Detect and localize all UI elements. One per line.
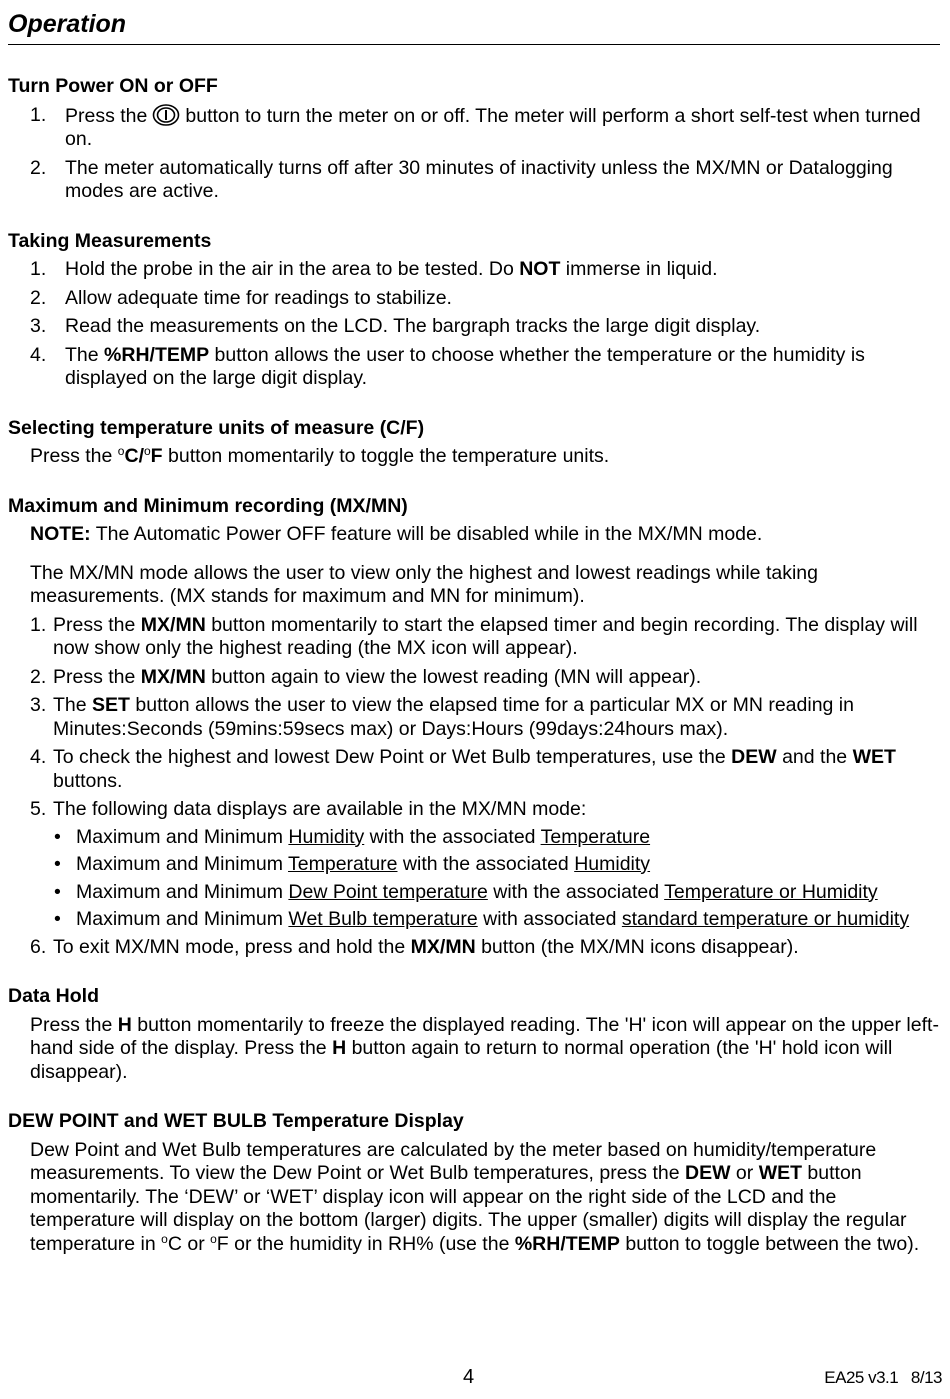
bullet-item: • Maximum and Minimum Temperature with the associated Humidity	[54, 853, 651, 875]
heading-hold: Data Hold	[8, 985, 100, 1007]
section-measurements	[8, 230, 940, 391]
bullet-item: • Maximum and Minimum Wet Bulb temperature with associated standard temperature or humidity	[54, 908, 910, 930]
power-list	[8, 104, 940, 204]
mxmn-list	[8, 614, 940, 822]
section-dew	[8, 1110, 940, 1256]
power-button-icon	[151, 104, 181, 126]
list-item: 2. Allow adequate time for readings to stabilize.	[30, 286, 452, 309]
heading-measurements: Taking Measurements	[8, 229, 212, 252]
dew-text: Dew Point and Wet Bulb temperatures are calculated by the meter based on humidity/temperature measurements. To view the Dew Point or Wet Bulb temperatures, press the DEW or WET button momentarily. The ‘DEW’ or ‘WET’ display icon will appear on the right side of the LCD and the temperature will display on the bottom (larger) digits. The upper (smaller) digits will display the regular temperature in $^o$C or $^o$F or the humidity in RH% (use the %RH/TEMP button to toggle between the two).	[30, 1138, 920, 1255]
list-item: 6. To exit MX/MN mode, press and hold the MX/MN button (the MX/MN icons disappear).	[30, 935, 799, 958]
mxmn-list-end	[8, 936, 940, 960]
heading-power: Turn Power ON or OFF	[8, 75, 218, 97]
section-power	[8, 75, 940, 204]
measure-list	[8, 258, 940, 391]
mxmn-intro: The MX/MN mode allows the user to view only the highest and lowest readings while taking measurements. (MX stands for maximum and MN for minimum).	[30, 561, 818, 607]
units-text: Press the $^o$C/$^o$F button momentarily to toggle the temperature units.	[30, 444, 610, 467]
manual-page	[8, 0, 940, 1256]
section-hold	[8, 985, 940, 1084]
list-item: 3. Read the measurements on the LCD. The bargraph tracks the large digit display.	[30, 315, 761, 337]
list-item: 4. To check the highest and lowest Dew Point or Wet Bulb temperatures, use the DEW and the WET buttons.	[30, 746, 896, 792]
hold-text: Press the H button momentarily to freeze the displayed reading. The 'H' icon will appear on the upper left-hand side of the display. Press the H button again to return to normal operation (the 'H' hold icon will disappear).	[30, 1013, 939, 1083]
bullet-item: • Maximum and Minimum Dew Point temperature with the associated Temperature or Humidity	[54, 880, 878, 903]
list-item: 4. The %RH/TEMP button allows the user to choose whether the temperature or the humidity is displayed on the large digit display.	[30, 343, 865, 389]
list-item: 1. Press the MX/MN button momentarily to start the elapsed timer and begin recording. The display will now show only the highest reading (the MX icon will appear).	[30, 613, 918, 659]
mxmn-bullets	[8, 826, 940, 932]
list-item: 2. The meter automatically turns off after 30 minutes of inactivity unless the MX/MN or Datalogging modes are active.	[30, 156, 893, 202]
document-version: EA25 v3.1 8/13	[824, 1368, 942, 1387]
section-mxmn	[8, 495, 940, 960]
heading-mxmn: Maximum and Minimum recording (MX/MN)	[8, 494, 408, 517]
page-number: 4	[463, 1366, 475, 1388]
mxmn-note: NOTE: The Automatic Power OFF feature will be disabled while in the MX/MN mode.	[30, 523, 763, 545]
list-item: 3. The SET button allows the user to view the elapsed time for a particular MX or MN reading in Minutes:Seconds (59mins:59secs max) or Days:Hours (99days:24hours max).	[30, 694, 854, 740]
page-title: Operation	[8, 0, 940, 45]
heading-dew: DEW POINT and WET BULB Temperature Display	[8, 1110, 464, 1132]
section-units	[8, 417, 940, 469]
heading-units: Selecting temperature units of measure (C/F)	[8, 416, 425, 439]
list-item: 1. Hold the probe in the air in the area to be tested. Do NOT immerse in liquid.	[30, 258, 718, 280]
list-item: 5. The following data displays are available in the MX/MN mode:	[30, 798, 587, 820]
list-item: 2. Press the MX/MN button again to view the lowest reading (MN will appear).	[30, 665, 702, 688]
bullet-item: • Maximum and Minimum Humidity with the associated Temperature	[54, 825, 651, 848]
list-item: 1. Press the button to turn the meter on or off. The meter will perform a short self-test when turned on.	[30, 103, 921, 150]
